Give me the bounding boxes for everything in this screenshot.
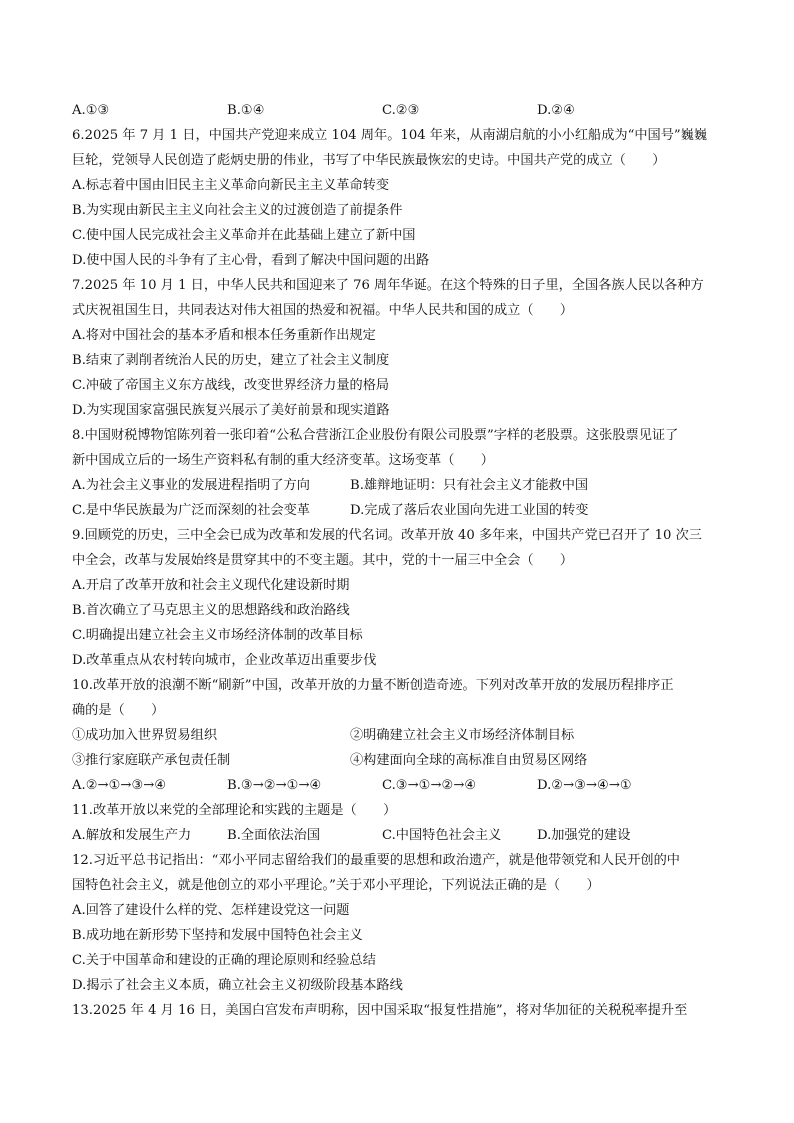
q7-option-b: B.结束了剥削者统治人民的历史，建立了社会主义制度: [72, 353, 390, 368]
q10-stem-line2: 确的是（ ）: [72, 703, 165, 718]
q10-option-d: D.②→③→④→①: [537, 778, 632, 793]
q5-options: [72, 98, 724, 123]
q8-option-c: C.是中华民族最为广泛而深刻的社会变革: [72, 503, 310, 518]
q13-stem-line1: 13.2025 年 4 月 16 日，美国白宫发布声明称，因中国采取“报复性措施”，将对华加征的关税税率提升至: [72, 1003, 688, 1018]
q6-option-d: D.使中国人民的斗争有了主心骨，看到了解决中国问题的出路: [72, 253, 430, 268]
q9-option-c: C.明确提出建立社会主义市场经济体制的改革目标: [72, 628, 363, 643]
q12-option-a: A.回答了建设什么样的党、怎样建设党这一问题: [72, 903, 350, 918]
q10-item-4: ④构建面向全球的高标准自由贸易区网络: [350, 753, 588, 768]
question-list: [72, 98, 724, 1023]
q10-options: [72, 773, 724, 798]
q10-item-2: ②明确建立社会主义市场经济体制目标: [350, 728, 575, 743]
q11-option-d: D.加强党的建设: [537, 828, 631, 843]
q8-option-a: A.为社会主义事业的发展进程指明了方向: [72, 478, 310, 493]
q8-option-b: B.雄辩地证明：只有社会主义才能救中国: [350, 478, 589, 493]
q7-option-a: A.将对中国社会的基本矛盾和根本任务重新作出规定: [72, 328, 376, 343]
q6-stem-line1: 6.2025 年 7 月 1 日，中国共产党迎来成立 104 周年。104 年来，从南湖启航的小小红船成为“中国号”巍巍: [72, 128, 708, 143]
q12-option-b: B.成功地在新形势下坚持和发展中国特色社会主义: [72, 928, 363, 943]
q9-option-b: B.首次确立了马克思主义的思想路线和政治路线: [72, 603, 350, 618]
q11-options: [72, 823, 724, 848]
q11-option-c: C.中国特色社会主义: [382, 828, 502, 843]
q12-stem-line1: 12.习近平总书记指出：“邓小平同志留给我们的最重要的思想和政治遗产，就是他带领党和人民开创的中: [72, 853, 680, 868]
q8-options-row2: [72, 498, 724, 523]
q10-item-1: ①成功加入世界贸易组织: [72, 728, 218, 743]
q7-stem-line1: 7.2025 年 10 月 1 日，中华人民共和国迎来了 76 周年华诞。在这个特殊的日子里，全国各族人民以各种方: [72, 278, 704, 293]
q5-option-a: A.①③: [72, 103, 110, 118]
q7-option-c: C.冲破了帝国主义东方战线，改变世界经济力量的格局: [72, 378, 390, 393]
q5-option-b: B.①④: [227, 103, 265, 118]
q6-option-a: A.标志着中国由旧民主主义革命向新民主主义革命转变: [72, 178, 390, 193]
q10-items-row2: [72, 748, 724, 773]
q9-option-d: D.改革重点从农村转向城市，企业改革迈出重要步伐: [72, 653, 377, 668]
q6-option-b: B.为实现由新民主主义向社会主义的过渡创造了前提条件: [72, 203, 403, 218]
q8-option-d: D.完成了落后农业国向先进工业国的转变: [350, 503, 589, 518]
q5-option-c: C.②③: [382, 103, 420, 118]
q12-option-d: D.揭示了社会主义本质，确立社会主义初级阶段基本路线: [72, 978, 403, 993]
q10-items-row1: [72, 723, 724, 748]
q6-option-c: C.使中国人民完成社会主义革命并在此基础上建立了新中国: [72, 228, 416, 243]
q10-stem-line1: 10.改革开放的浪潮不断“刷新”中国，改革开放的力量不断创造奇迹。下列对改革开放的发展历程排序正: [72, 678, 674, 693]
q7-option-d: D.为实现国家富强民族复兴展示了美好前景和现实道路: [72, 403, 390, 418]
q8-options-row1: [72, 473, 724, 498]
q8-stem-line2: 新中国成立后的一场生产资料私有制的重大经济变革。这场变革（ ）: [72, 453, 494, 468]
q7-stem-line2: 式庆祝祖国生日，共同表达对伟大祖国的热爱和祝福。中华人民共和国的成立（ ）: [72, 303, 574, 318]
q12-option-c: C.关于中国革命和建设的正确的理论原则和经验总结: [72, 953, 376, 968]
q11-stem: 11.改革开放以来党的全部理论和实践的主题是（ ）: [72, 803, 397, 818]
q10-option-b: B.③→②→①→④: [227, 778, 322, 793]
q8-stem-line1: 8.中国财税博物馆陈列着一张印着“公私合营浙江企业股份有限公司股票”字样的老股票。这张股票见证了: [72, 428, 679, 443]
q9-stem-line2: 中全会，改革与发展始终是贯穿其中的不变主题。其中，党的十一届三中全会（ ）: [72, 553, 574, 568]
q10-item-3: ③推行家庭联产承包责任制: [72, 753, 231, 768]
q5-option-d: D.②④: [537, 103, 575, 118]
q10-option-a: A.②→①→③→④: [72, 778, 167, 793]
q9-stem-line1: 9.回顾党的历史，三中全会已成为改革和发展的代名词。改革开放 40 多年来，中国共产党已召开了 10 次三: [72, 528, 702, 543]
q12-stem-line2: 国特色社会主义，就是他创立的邓小平理论。”关于邓小平理论，下列说法正确的是（ ）: [72, 878, 600, 893]
q11-option-a: A.解放和发展生产力: [72, 828, 192, 843]
q11-option-b: B.全面依法治国: [227, 828, 321, 843]
q6-stem-line2: 巨轮，党领导人民创造了彪炳史册的伟业，书写了中华民族最恢宏的史诗。中国共产党的成立（ ）: [72, 153, 666, 168]
q9-option-a: A.开启了改革开放和社会主义现代化建设新时期: [72, 578, 350, 593]
q10-option-c: C.③→①→②→④: [382, 778, 477, 793]
